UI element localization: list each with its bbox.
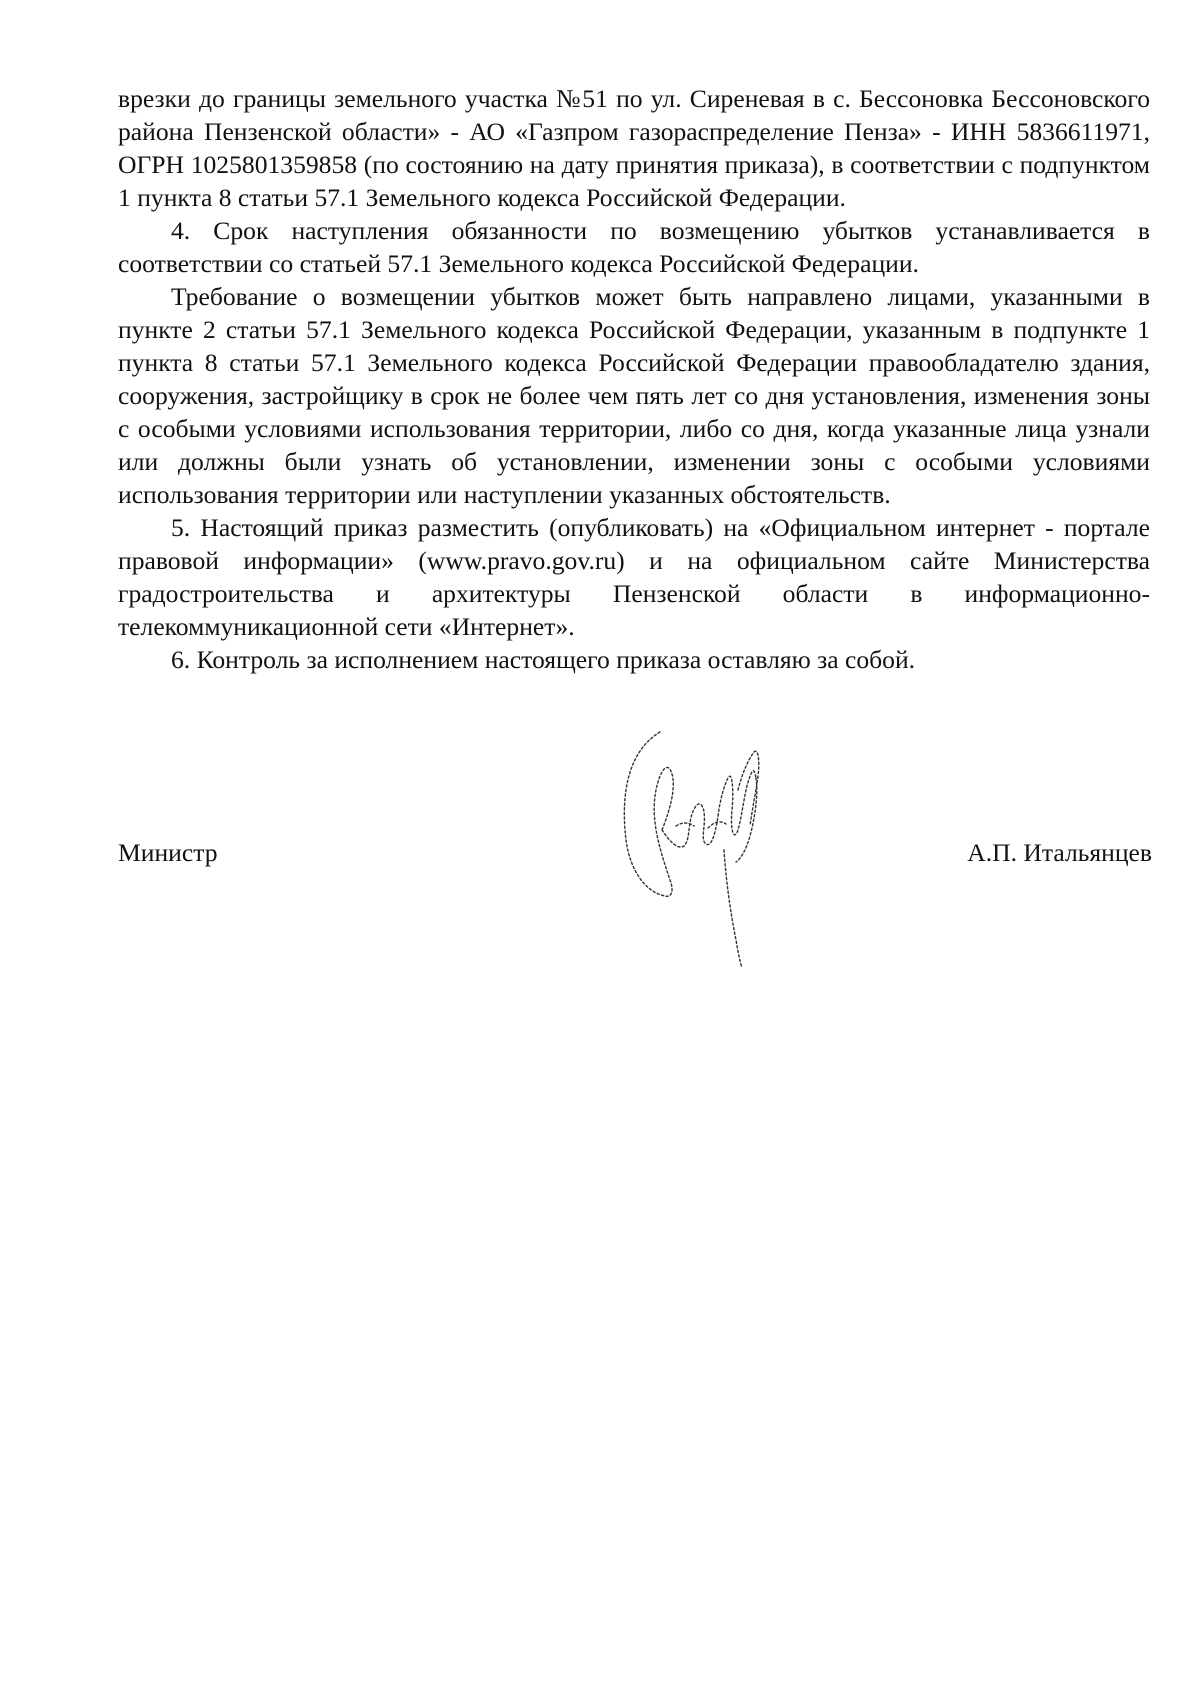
paragraph-item-5: 5. Настоящий приказ разместить (опубликовать) на «Официальном интернет - портале правовой информации» (www.pravo.gov.ru) и на официальном сайте Министерства градостроительства и архитектуры Пензенской области в информационно-телекоммуникационной сети «Интернет». [118,513,1150,641]
signatory-position: Министр [118,838,218,867]
paragraph-item-4: 4. Срок наступления обязанности по возмещению убытков устанавливается в соответствии со статьей 57.1 Земельного кодекса Российской Федерации. [118,216,1150,278]
handwritten-signature [620,730,790,970]
paragraph-damages-claim: Требование о возмещении убытков может быть направлено лицами, указанными в пункте 2 статьи 57.1 Земельного кодекса Российской Федерации, указанным в подпункте 1 пункта 8 статьи 57.1 Земельного кодекса Российской Федерации правообладателю здания, сооружения, застройщику в срок не более чем пять лет со дня установления, изменения зоны с особыми условиями использования территории, либо со дня, когда указанные лица узнали или должны были узнать об установлении, изменении зоны с особыми условиями использования территории или наступлении указанных обстоятельств. [118,282,1150,509]
paragraph-continuation: врезки до границы земельного участка №51 по ул. Сиреневая в с. Бессоновка Бессоновского района Пензенской области» - АО «Газпром газораспределение Пенза» - ИНН 5836611971, ОГРН 1025801359858 (по состоянию на дату принятия приказа), в соответствии с подпунктом 1 пункта 8 статьи 57.1 Земельного кодекса Российской Федерации. [118,84,1150,212]
document-body [118,82,1150,676]
signatory-name: А.П. Итальянцев [967,838,1152,867]
paragraph-item-6: 6. Контроль за исполнением настоящего приказа оставляю за собой. [171,645,916,674]
